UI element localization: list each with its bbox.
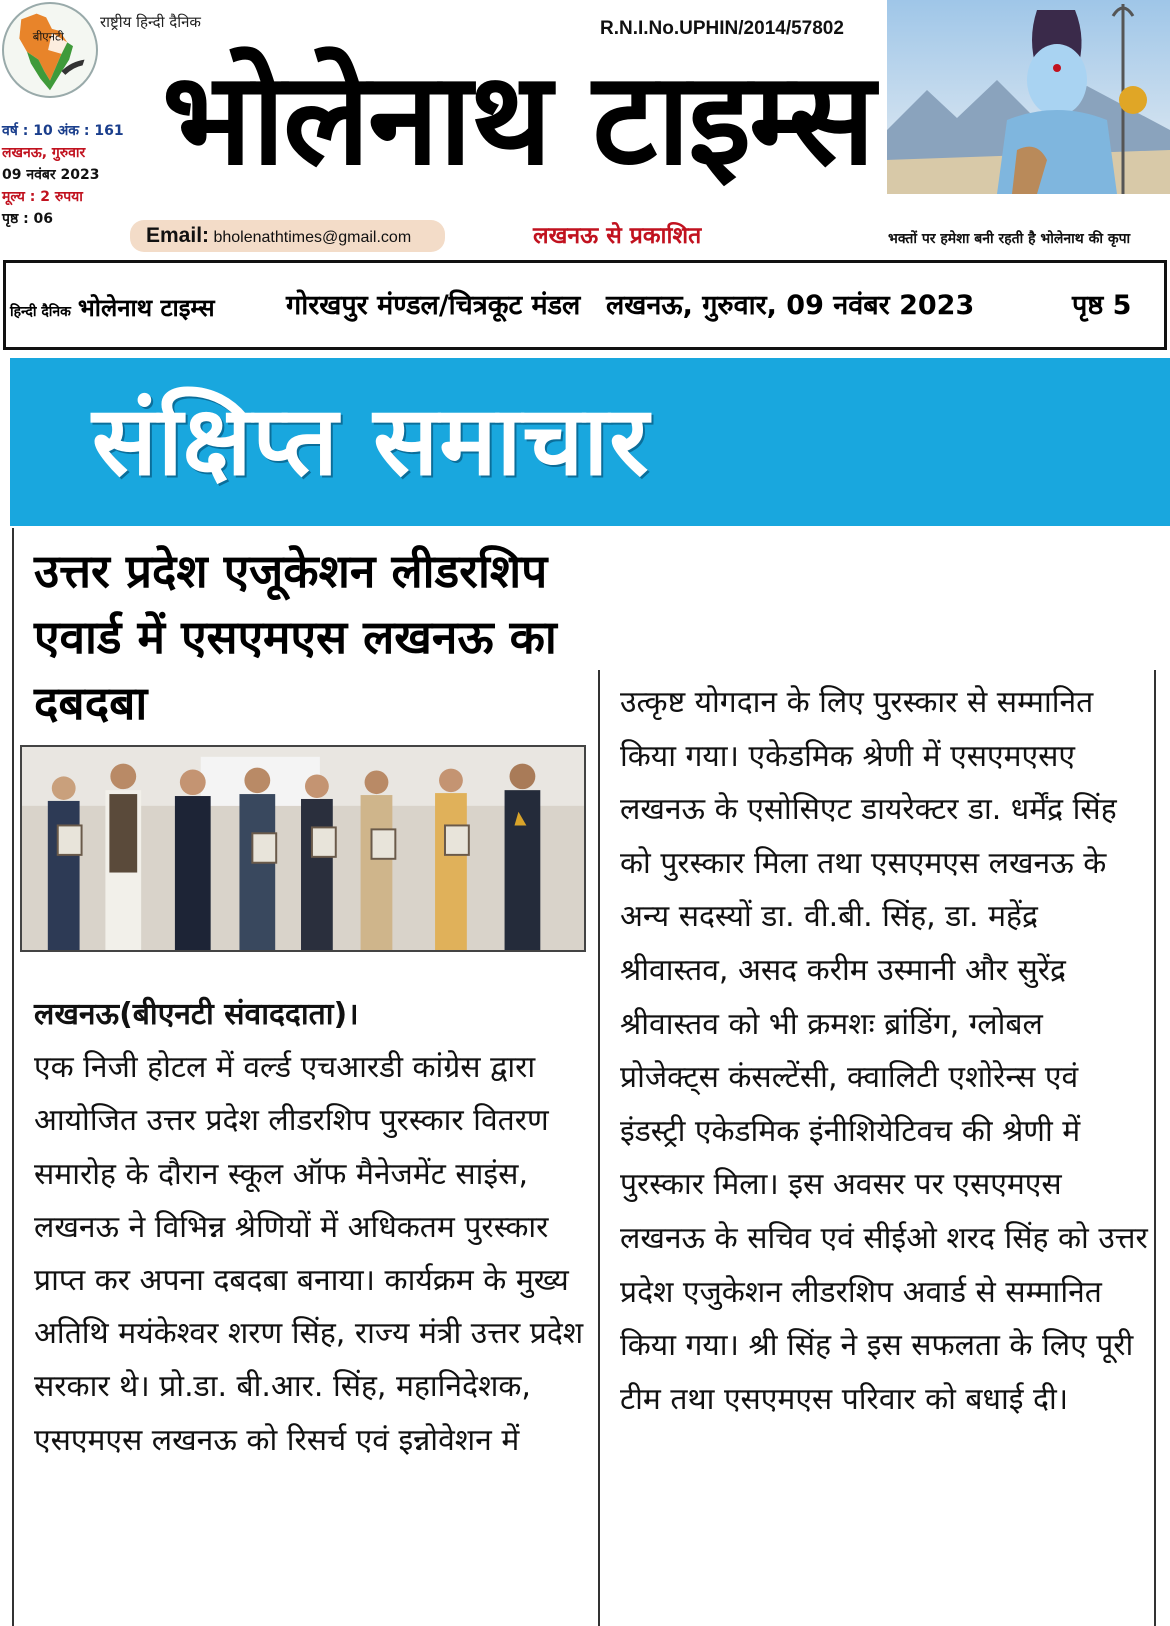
section-banner-title: संक्षिप्त समाचार (92, 385, 650, 497)
email-box (130, 220, 445, 252)
article-dateline: लखनऊ(बीएनटी संवाददाता)। (34, 997, 359, 1032)
price: मूल्य : 2 रुपया (2, 189, 83, 205)
strip-mandal: गोरखपुर मंण्डल/चित्रकूट मंडल (286, 290, 581, 321)
column-rule-left (12, 528, 14, 1626)
email-address[interactable]: bholenathtimes@gmail.com (213, 229, 412, 246)
volume-issue: वर्ष : 10 अंक : 161 (2, 123, 124, 139)
award-ceremony-photo-icon (22, 747, 584, 950)
article-photo (20, 745, 586, 952)
article-body-left (34, 988, 594, 1467)
rni-number: R.N.I.No.UPHIN/2014/57802 (600, 18, 844, 39)
deity-image-caption: भक्तों पर हमेशा बनी रहती है भोलेनाथ की कृपा (888, 231, 1131, 247)
newspaper-title: भोलेनाथ टाइम्स (162, 45, 874, 194)
deity-image (887, 0, 1170, 194)
india-map-logo-icon (4, 4, 96, 96)
page-info-strip (3, 260, 1167, 350)
issue-info (2, 120, 152, 230)
page-count: पृष्ठ : 06 (2, 211, 54, 227)
strip-paper-name-main: भोलेनाथ टाइम्स (77, 294, 215, 322)
article-text-left: एक निजी होटल में वर्ल्ड एचआरडी कांग्रेस द्वारा आयोजित उत्तर प्रदेश लीडरशिप पुरस्कार वितरण समारोह के दौरान स्कूल ऑफ मैनेजमेंट साइंस, लखनऊ ने विभिन्न श्रेणियों में अधिकतम पुरस्कार प्राप्त कर अपना दबदबा बनाया। कार्यक्रम के मुख्य अतिथि मयंकेश्वर शरण सिंह, राज्य मंत्री उत्तर प्रदेश सरकार थे। प्रो.डा. बी.आर. सिंह, महानिदेशक, एसएमएस लखनऊ को रिसर्च एवं इन्नोवेशन में (34, 1050, 584, 1458)
logo-letters: बीएनटी (32, 29, 64, 44)
column-rule-right (1154, 670, 1156, 1626)
article-headline: उत्तर प्रदेश एजूकेशन लीडरशिप एवार्ड में एसएमएस लखनऊ का दबदबा (34, 544, 557, 730)
section-banner (10, 358, 1170, 526)
column-rule-middle (598, 670, 600, 1626)
strip-date: लखनऊ, गुरुवार, 09 नवंबर 2023 (606, 290, 975, 321)
tagline: राष्ट्रीय हिन्दी दैनिक (100, 13, 201, 31)
strip-paper-name (10, 291, 215, 324)
strip-paper-name-small: हिन्दी दैनिक (10, 304, 71, 320)
newspaper-logo (2, 2, 98, 98)
masthead (0, 0, 1170, 255)
strip-page-number: पृष्ठ 5 (1072, 290, 1132, 321)
article-body-right: उत्कृष्ट योगदान के लिए पुरस्कार से सम्मानित किया गया। एकेडमिक श्रेणी में एसएमएसए लखनऊ के एसोसिएट डायरेक्टर डा. धर्मेंद्र सिंह को पुरस्कार मिला तथा एसएमएस लखनऊ के अन्य सदस्यों डा. वी.बी. सिंह, डा. महेंद्र श्रीवास्तव, असद करीम उस्मानी और सुरेंद्र श्रीवास्तव को भी क्रमशः ब्रांडिंग, ग्लोबल प्रोजेक्ट्स कंसल्टेंसी, क्वालिटी एशोरेन्स एवं इंडस्ट्री एकेडमिक इंनीशियेटिवच की श्रेणी में पुरस्कार मिला। इस अवसर पर एसएमएस लखनऊ के सचिव एवं सीईओ शरद सिंह को उत्तर प्रदेश एजुकेशन लीडरशिप अवार्ड से सम्मानित किया गया। श्री सिंह ने इस सफलता के लिए पूरी टीम तथा एसएमएस परिवार को बधाई दी। (620, 685, 1148, 1417)
issue-date: 09 नवंबर 2023 (2, 167, 100, 183)
city-day: लखनऊ, गुरुवार (2, 145, 86, 161)
shiva-illustration-icon (887, 0, 1170, 194)
published-from: लखनऊ से प्रकाशित (533, 223, 702, 249)
email-label: Email: (146, 224, 210, 247)
